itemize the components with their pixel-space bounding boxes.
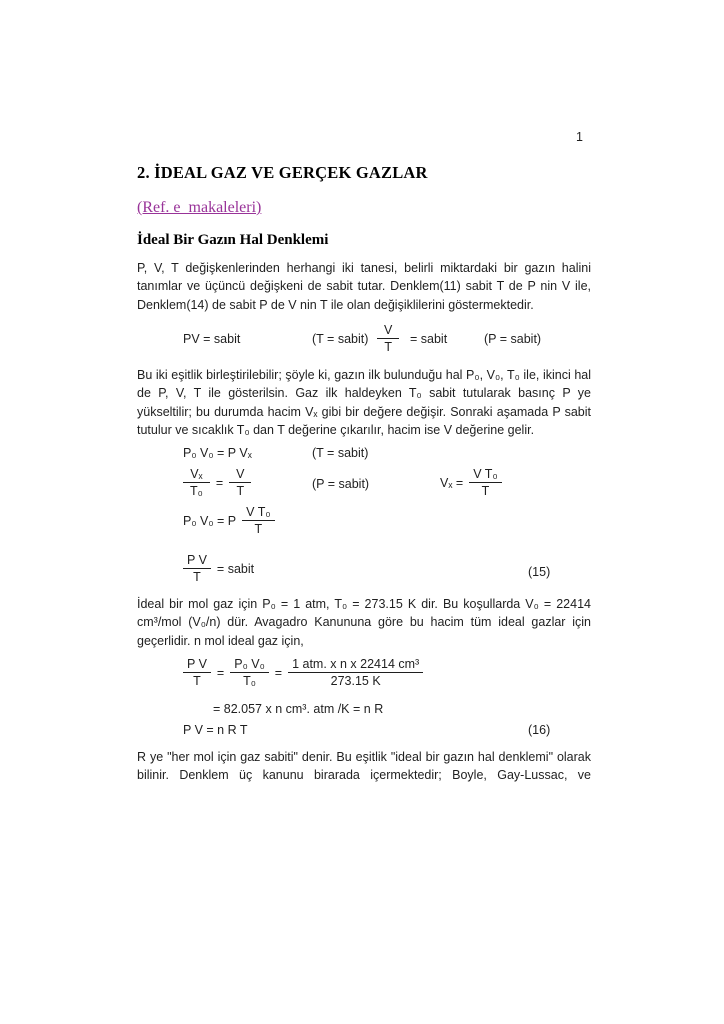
document-title: 2. İDEAL GAZ VE GERÇEK GAZLAR — [137, 163, 428, 182]
fraction-denominator: T — [242, 520, 274, 537]
equation-row-numeric — [137, 654, 697, 694]
equation-lhs: P₀ V₀ = P — [183, 513, 237, 528]
equation-row-substituted — [137, 502, 697, 542]
fraction-numeric-values — [288, 656, 423, 689]
equation-row-gas-constant — [137, 700, 697, 718]
paragraph-combined-states: Bu iki eşitlik birleştirilebilir; şöyle ki, gazın ilk bulunduğu hal P₀, V₀, T₀ ile, ikinci hal de P, V, T ile gösterilsin. Gaz ilk haldeyken T₀ sabit tutularak basınç P ye yükseltilir; bu durumda hacim Vₓ gibi bir değere değişir. Sonraki aşamada P sabit tutulur ve sıcaklık T₀ dan T değerine çıkarılır, hacim ise V değerine gelir. — [137, 368, 591, 438]
fraction-v-over-t — [377, 322, 399, 355]
paragraph-intro: P, V, T değişkenlerinden herhangi iki tanesi, belirli miktardaki bir gazın halini tanımlar ve üçüncü değişkeni de sabit tutar. Denklem(11) sabit T de P nin V ile, Denklem(14) de sabit P de V nin T ile olan değişiklilerini göstermektedir. — [137, 261, 591, 312]
fraction-denominator: T — [377, 338, 399, 355]
equation-p0v0-pvx: P₀ V₀ = P Vₓ — [183, 446, 252, 460]
equation-ideal-gas-law: P V = n R T — [183, 723, 248, 737]
equation-number-15: (15) — [528, 565, 551, 579]
equation-p0v0-substituted — [183, 504, 275, 537]
fraction-numerator: V — [384, 323, 393, 337]
fraction-vx-over-t0 — [183, 466, 210, 499]
fraction-denominator: T — [183, 568, 211, 585]
condition-t-sabit: (T = sabit) — [312, 332, 369, 346]
fraction-denominator: T — [229, 482, 251, 499]
fraction-numerator: V T₀ — [473, 467, 498, 481]
paragraph-standard-conditions: İdeal bir mol gaz için P₀ = 1 atm, T₀ = 273.15 K dir. Bu koşullarda V₀ = 22414 cm³/mol (V₀/n) dür. Avagadro Kanununa göre bu hacim tüm ideal gazlar için geçerlidir. n mol ideal gaz için, — [137, 597, 591, 648]
fraction-pv-over-t — [183, 552, 211, 585]
equation-row-boyle-charles — [137, 322, 697, 360]
equation-number-16: (16) — [528, 723, 551, 737]
equation-pv-over-t-sabit — [183, 552, 254, 585]
vx-equals: Vₓ = — [440, 475, 464, 490]
fraction-denominator: T₀ — [183, 482, 210, 499]
fraction-numerator: V — [236, 467, 245, 481]
fraction-vt0-over-t — [469, 466, 501, 499]
equation-row-15 — [137, 550, 697, 590]
fraction-numerator: P₀ V₀ — [234, 657, 265, 671]
equation-vx-ratio — [183, 466, 251, 499]
section-heading: İdeal Bir Gazın Hal Denklemi — [137, 232, 329, 248]
fraction-denominator: T — [469, 482, 501, 499]
paragraph-conclusion: R ye "her mol için gaz sabiti" denir. Bu eşitlik "ideal bir gazın hal denklemi" olarak bilinir. Denklem üç kanunu birarada içermektedir; Boyle, Gay-Lussac, ve — [137, 750, 591, 783]
fraction-p0v0-over-t0 — [230, 656, 269, 689]
reference-link[interactable]: (Ref. e_makaleleri) — [137, 199, 262, 216]
fraction-denominator: T₀ — [230, 672, 269, 689]
fraction-numerator: P V — [187, 657, 207, 671]
condition-p-sabit: (P = sabit) — [312, 477, 370, 491]
fraction-numerator: Vₓ — [190, 467, 203, 481]
equals-sign: = — [216, 665, 225, 680]
equation-vx-solution — [440, 466, 502, 499]
condition-t-sabit: (T = sabit) — [312, 446, 369, 460]
condition-p-sabit: (P = sabit) — [484, 332, 542, 346]
equals-sabit: = sabit — [216, 561, 255, 576]
equation-r-value: = 82.057 x n cm³. atm /K = n R — [213, 702, 384, 716]
page-number: 1 — [576, 130, 583, 144]
fraction-pv-over-t — [183, 656, 211, 689]
fraction-numerator: 1 atm. x n x 22414 cm³ — [292, 657, 420, 671]
fraction-numerator: P V — [187, 553, 207, 567]
equation-pv-sabit: PV = sabit — [183, 332, 241, 346]
equation-row-isothermal — [137, 444, 697, 462]
fraction-denominator: 273.15 K — [288, 672, 423, 689]
fraction-vt0-over-t — [242, 504, 274, 537]
fraction-v-over-t — [229, 466, 251, 499]
equation-row-16 — [137, 721, 697, 739]
equals-sign: = — [215, 475, 224, 490]
fraction-denominator: T — [183, 672, 211, 689]
fraction-numerator: V T₀ — [246, 505, 271, 519]
equation-row-isobaric — [137, 464, 697, 504]
equation-numeric-evaluation — [183, 656, 423, 689]
equals-sabit: = sabit — [410, 332, 448, 346]
equals-sign: = — [274, 665, 283, 680]
